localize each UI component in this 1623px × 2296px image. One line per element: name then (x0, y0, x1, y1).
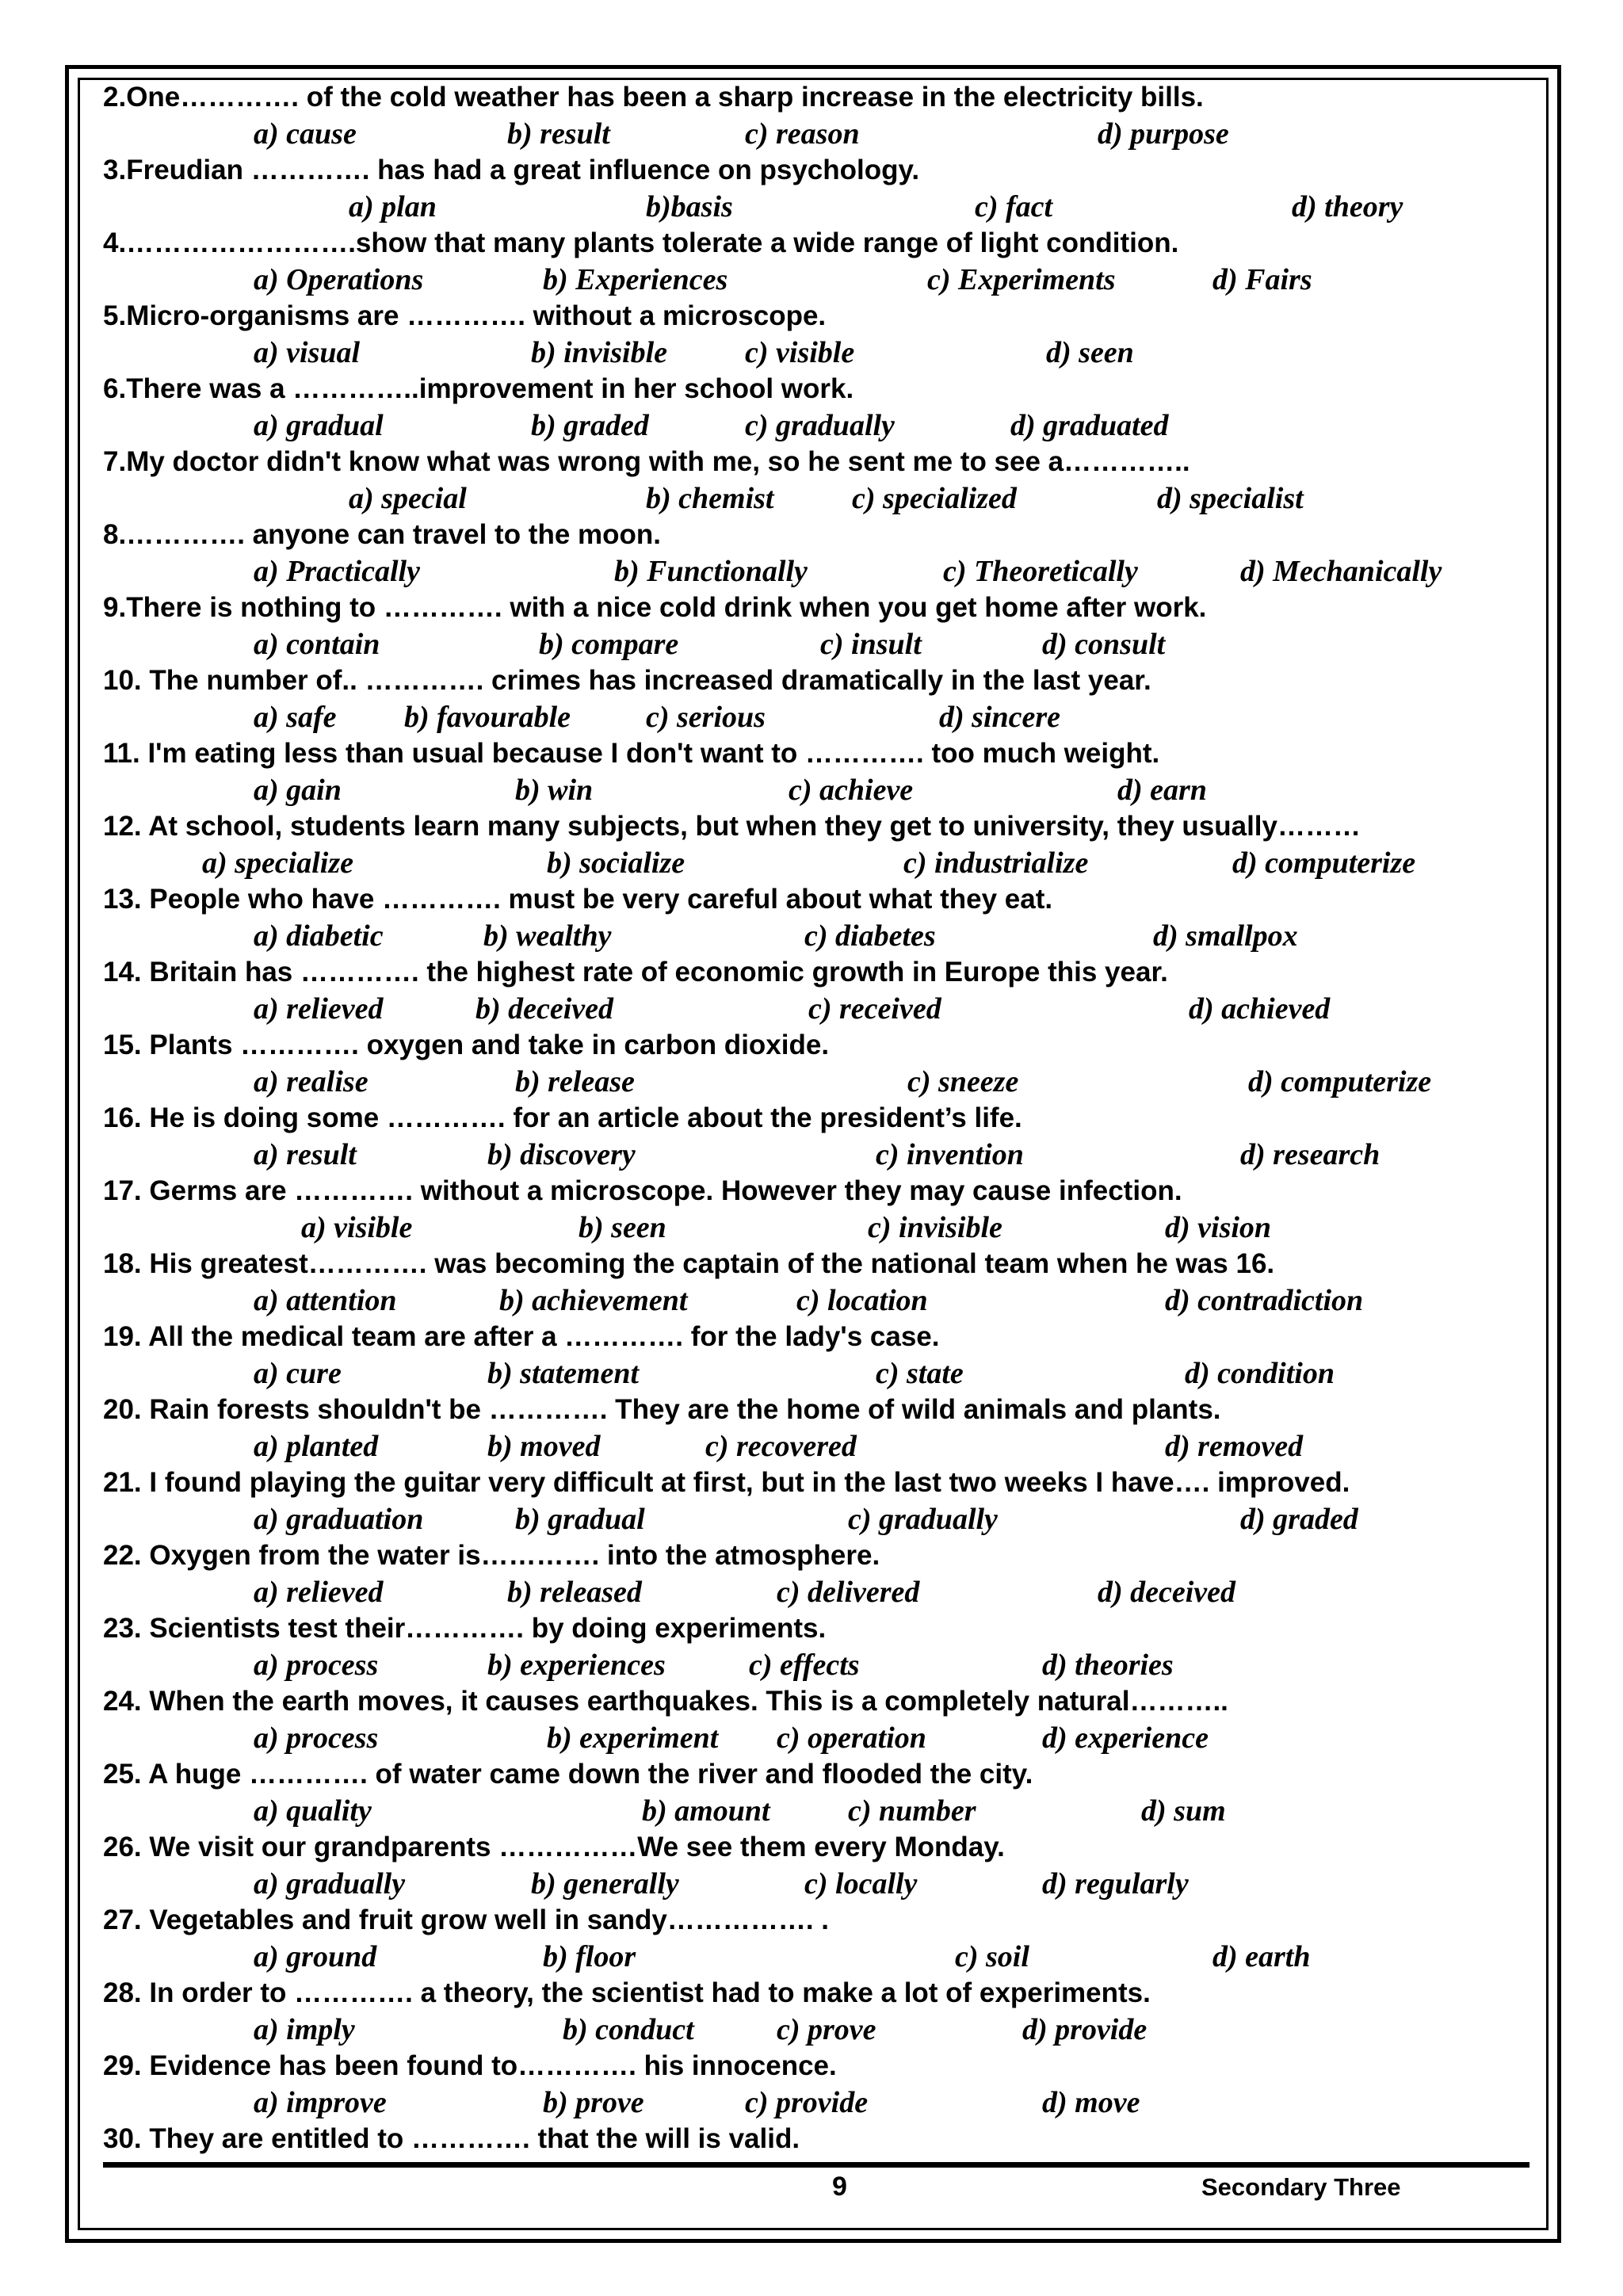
question-stem: 27. Vegetables and fruit grow well in sandy……………. . (103, 1904, 830, 1935)
answer-option: d) sincere (939, 701, 1061, 734)
options-row (103, 116, 1529, 152)
answer-option: c) invention (876, 1138, 1024, 1171)
answer-option: b) prove (543, 2086, 644, 2119)
options-row (103, 1209, 1529, 1246)
answer-option: c) number (848, 1794, 976, 1828)
answer-option: c) reason (745, 117, 860, 151)
answer-option: d) smallpox (1153, 919, 1298, 953)
answer-option: c) delivered (777, 1576, 920, 1609)
answer-option: c) specialized (852, 482, 1017, 515)
answer-option: d) specialist (1157, 482, 1304, 515)
answer-option: c) achieve (789, 774, 914, 807)
options-row (103, 1137, 1529, 1173)
answer-option: b) chemist (646, 482, 774, 515)
answer-option: a) diabetic (254, 919, 384, 953)
answer-option: d) research (1240, 1138, 1381, 1171)
question-stem: 8.…………. anyone can travel to the moon. (103, 519, 662, 550)
answer-option: c) recovered (705, 1430, 857, 1463)
answer-option: c) Experiments (927, 263, 1116, 296)
answer-option: c) prove (777, 2013, 876, 2046)
answer-option: d) computerize (1248, 1065, 1432, 1098)
options-row (103, 1064, 1529, 1100)
answer-option: b) statement (487, 1357, 640, 1390)
answer-option: a) process (254, 1648, 379, 1682)
answer-option: c) provide (745, 2086, 869, 2119)
answer-option: d) purpose (1098, 117, 1229, 151)
answer-option: d) earth (1212, 1940, 1311, 1973)
question-stem: 22. Oxygen from the water is…………. into the atmosphere. (103, 1540, 880, 1571)
answer-option: b) release (515, 1065, 635, 1098)
answer-option: b) socialize (547, 846, 685, 880)
answer-option: d) graduated (1010, 409, 1169, 442)
question-stem: 23. Scientists test their…………. by doing experiments. (103, 1613, 827, 1644)
answer-option: b) favourable (404, 701, 571, 734)
options-row (103, 1428, 1529, 1465)
answer-option: b)basis (646, 190, 733, 223)
question-stem: 17. Germs are …………. without a microscope. However they may cause infection. (103, 1175, 1182, 1206)
answer-option: a) cure (254, 1357, 342, 1390)
question-stem: 10. The number of.. …………. crimes has increased dramatically in the last year. (103, 665, 1151, 696)
answer-option: a) relieved (254, 1576, 384, 1609)
answer-option: c) state (876, 1357, 964, 1390)
options-row (103, 991, 1529, 1027)
question-stem: 26. We visit our grandparents ……………We see them every Monday. (103, 1832, 1005, 1862)
answer-option: c) fact (975, 190, 1053, 223)
answer-option: a) planted (254, 1430, 379, 1463)
answer-option: d) Fairs (1212, 263, 1312, 296)
answer-option: c) gradually (848, 1503, 998, 1536)
answer-option: d) sum (1141, 1794, 1226, 1828)
answer-option: b) graded (531, 409, 649, 442)
answer-option: a) quality (254, 1794, 372, 1828)
answer-option: d) vision (1165, 1211, 1272, 1244)
answer-option: a) ground (254, 1940, 377, 1973)
question-stem: 30. They are entitled to …………. that the will is valid. (103, 2123, 800, 2154)
answer-option: b) deceived (475, 992, 614, 1026)
answer-option: a) specialize (202, 846, 354, 880)
question-stem: 18. His greatest…………. was becoming the captain of the national team when he was 16. (103, 1248, 1275, 1279)
question-stem: 6.There was a …………..improvement in her school work. (103, 373, 854, 404)
question-stem: 13. People who have …………. must be very careful about what they eat. (103, 884, 1053, 915)
options-row (103, 189, 1529, 225)
options-row (103, 553, 1529, 590)
answer-option: b) achievement (499, 1284, 688, 1317)
question-stem: 25. A huge …………. of water came down the river and flooded the city. (103, 1759, 1033, 1790)
options-row (103, 1355, 1529, 1392)
question-stem: 9.There is nothing to …………. with a nice cold drink when you get home after work. (103, 592, 1207, 623)
options-row (103, 772, 1529, 808)
options-row (103, 1574, 1529, 1610)
answer-option: c) sneeze (907, 1065, 1019, 1098)
question-stem: 5.Micro-organisms are …………. without a microscope. (103, 300, 827, 331)
options-row (103, 1793, 1529, 1829)
answer-option: a) gradual (254, 409, 384, 442)
question-stem: 2.One…………. of the cold weather has been a sharp increase in the electricity bills. (103, 82, 1204, 113)
answer-option: b) experiences (487, 1648, 666, 1682)
options-row (103, 407, 1529, 444)
footer-rule (103, 2162, 1529, 2168)
answer-option: d) contradiction (1165, 1284, 1364, 1317)
question-stem: 29. Evidence has been found to…………. his innocence. (103, 2050, 837, 2081)
options-row (103, 626, 1529, 663)
answer-option: d) deceived (1098, 1576, 1236, 1609)
page-number: 9 (832, 2172, 847, 2202)
question-stem: 12. At school, students learn many subjects, but when they get to university, they usually……… (103, 811, 1361, 842)
answer-option: d) removed (1165, 1430, 1304, 1463)
answer-option: c) insult (820, 628, 922, 661)
answer-option: a) gain (254, 774, 342, 807)
answer-option: a) visible (301, 1211, 413, 1244)
answer-option: b) invisible (531, 336, 668, 369)
question-stem: 11. I'm eating less than usual because I don't want to …………. too much weight. (103, 738, 1160, 769)
answer-option: a) result (254, 1138, 357, 1171)
answer-option: c) location (796, 1284, 928, 1317)
answer-option: a) contain (254, 628, 380, 661)
answer-option: c) locally (804, 1867, 918, 1901)
answer-option: a) graduation (254, 1503, 424, 1536)
answer-option: b) win (515, 774, 594, 807)
answer-option: d) consult (1042, 628, 1166, 661)
answer-option: c) visible (745, 336, 855, 369)
answer-option: c) gradually (745, 409, 895, 442)
answer-option: a) visual (254, 336, 361, 369)
answer-option: a) cause (254, 117, 357, 151)
answer-option: b) released (507, 1576, 642, 1609)
question-stem: 20. Rain forests shouldn't be …………. They are the home of wild animals and plants. (103, 1394, 1221, 1425)
answer-option: a) plan (349, 190, 437, 223)
answer-option: a) attention (254, 1284, 397, 1317)
options-row (103, 918, 1529, 954)
options-row (103, 1720, 1529, 1756)
options-row (103, 480, 1529, 517)
answer-option: b) Functionally (614, 555, 808, 588)
options-row (103, 1282, 1529, 1319)
answer-option: b) gradual (515, 1503, 645, 1536)
answer-option: d) experience (1042, 1721, 1209, 1755)
options-row (103, 699, 1529, 735)
answer-option: b) generally (531, 1867, 679, 1901)
question-stem: 21. I found playing the guitar very difficult at first, but in the last two weeks I have…. improved. (103, 1467, 1350, 1498)
answer-option: d) earn (1117, 774, 1207, 807)
answer-option: d) regularly (1042, 1867, 1189, 1901)
options-row (103, 334, 1529, 371)
answer-option: a) relieved (254, 992, 384, 1026)
options-row (103, 2011, 1529, 2048)
question-stem: 16. He is doing some …………. for an article about the president’s life. (103, 1102, 1022, 1133)
options-row (103, 1866, 1529, 1902)
question-list (103, 79, 1529, 2157)
answer-option: d) theory (1292, 190, 1403, 223)
answer-option: c) received (808, 992, 941, 1026)
answer-option: d) graded (1240, 1503, 1358, 1536)
question-stem: 3.Freudian …………. has had a great influence on psychology. (103, 155, 920, 185)
answer-option: a) Operations (254, 263, 424, 296)
answer-option: c) effects (749, 1648, 860, 1682)
options-row (103, 2084, 1529, 2121)
answer-option: a) special (349, 482, 467, 515)
footer-label: Secondary Three (1201, 2173, 1401, 2201)
question-stem: 24. When the earth moves, it causes earthquakes. This is a completely natural……….. (103, 1686, 1228, 1717)
answer-option: a) Practically (254, 555, 420, 588)
answer-option: b) moved (487, 1430, 601, 1463)
answer-option: b) Experiences (543, 263, 728, 296)
answer-option: a) safe (254, 701, 337, 734)
answer-option: d) provide (1022, 2013, 1148, 2046)
answer-option: b) compare (539, 628, 679, 661)
answer-option: a) gradually (254, 1867, 406, 1901)
question-stem: 7.My doctor didn't know what was wrong with me, so he sent me to see a………….. (103, 446, 1190, 477)
question-stem: 15. Plants …………. oxygen and take in carbon dioxide. (103, 1030, 830, 1060)
options-row (103, 1501, 1529, 1538)
answer-option: b) result (507, 117, 610, 151)
answer-option: a) imply (254, 2013, 355, 2046)
answer-option: b) seen (579, 1211, 666, 1244)
answer-option: d) seen (1046, 336, 1134, 369)
answer-option: d) theories (1042, 1648, 1174, 1682)
question-stem: 14. Britain has …………. the highest rate of economic growth in Europe this year. (103, 957, 1168, 988)
answer-option: a) improve (254, 2086, 387, 2119)
answer-option: c) industrialize (903, 846, 1089, 880)
options-row (103, 1647, 1529, 1683)
answer-option: b) floor (543, 1940, 636, 1973)
question-stem: 4.…………………….show that many plants tolerate a wide range of light condition. (103, 227, 1179, 258)
answer-option: d) achieved (1189, 992, 1331, 1026)
answer-option: d) condition (1185, 1357, 1335, 1390)
answer-option: c) invisible (868, 1211, 1002, 1244)
options-row (103, 262, 1529, 298)
answer-option: c) Theoretically (943, 555, 1138, 588)
options-row (103, 845, 1529, 881)
answer-option: b) wealthy (483, 919, 612, 953)
answer-option: d) move (1042, 2086, 1140, 2119)
options-row (103, 1939, 1529, 1975)
answer-option: d) computerize (1232, 846, 1416, 880)
answer-option: b) conduct (563, 2013, 694, 2046)
answer-option: a) realise (254, 1065, 369, 1098)
answer-option: c) diabetes (804, 919, 936, 953)
answer-option: b) discovery (487, 1138, 636, 1171)
question-stem: 19. All the medical team are after a …………. for the lady's case. (103, 1321, 940, 1352)
answer-option: b) amount (642, 1794, 770, 1828)
answer-option: b) experiment (547, 1721, 719, 1755)
question-stem: 28. In order to …………. a theory, the scientist had to make a lot of experiments. (103, 1977, 1151, 2008)
answer-option: c) operation (777, 1721, 926, 1755)
answer-option: c) serious (646, 701, 766, 734)
answer-option: d) Mechanically (1240, 555, 1442, 588)
answer-option: c) soil (955, 1940, 1029, 1973)
answer-option: a) process (254, 1721, 379, 1755)
